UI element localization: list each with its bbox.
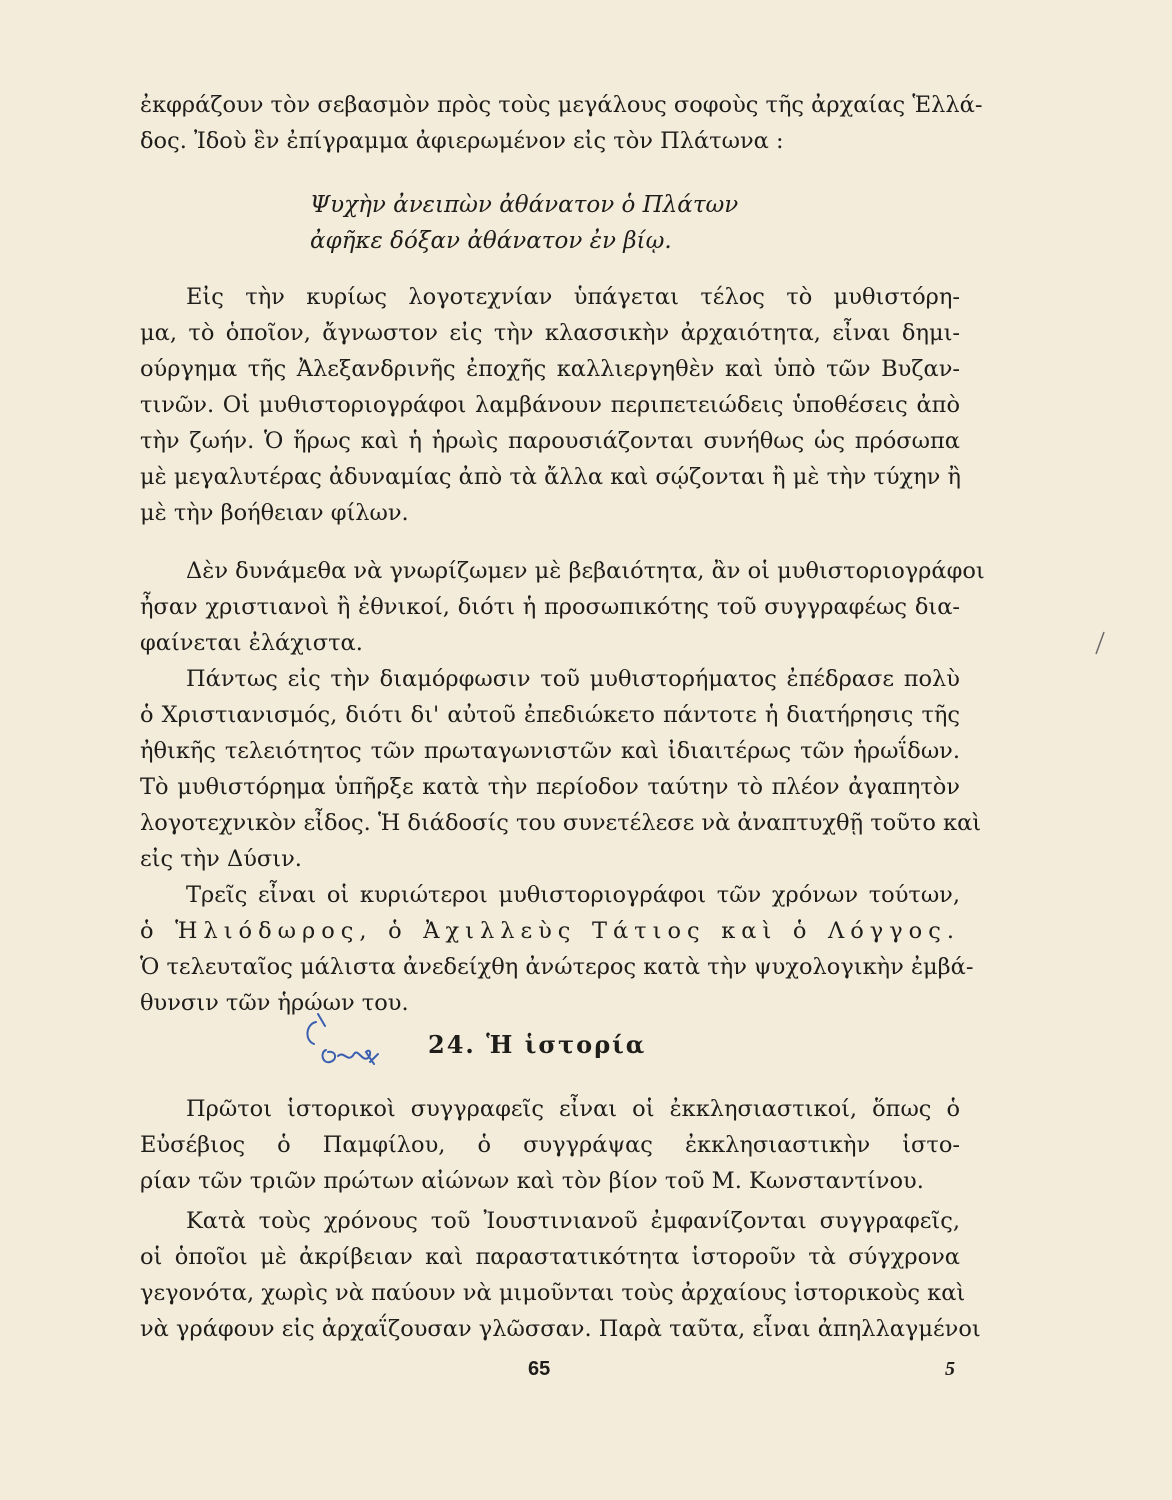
- text-line: μὲ τὴν βοήθειαν φίλων.: [140, 500, 409, 526]
- text-line: ούργημα τῆς Ἀλεξανδρινῆς ἐποχῆς καλλιεργηθὲν καὶ ὑπὸ τῶν Βυζαν-: [140, 356, 960, 382]
- text-line: Κατὰ τοὺς χρόνους τοῦ Ἰουστινιανοῦ ἐμφανίζονται συγγραφεῖς,: [186, 1208, 960, 1234]
- text-line: φαίνεται ἐλάχιστα.: [140, 630, 363, 656]
- section-heading: 24. Ἡ ἱστορία: [428, 1030, 647, 1059]
- text-line: εἰς τὴν Δύσιν.: [140, 846, 302, 872]
- text-line: τὴν ζωήν. Ὁ ἥρως καὶ ἡ ἡρωὶς παρουσιάζονται συνήθως ὡς πρόσωπα: [140, 428, 960, 454]
- text-line: θυνσιν τῶν ἡρώων του.: [140, 990, 409, 1016]
- text-line: τινῶν. Οἱ μυθιστοριογράφοι λαμβάνουν περιπετειώδεις ὑποθέσεις ἀπὸ: [140, 392, 960, 418]
- text-line: Εἰς τὴν κυρίως λογοτεχνίαν ὑπάγεται τέλος τὸ μυθιστόρη-: [186, 284, 960, 310]
- text-line: μα, τὸ ὁποῖον, ἄγνωστον εἰς τὴν κλασσικὴν ἀρχαιότητα, εἶναι δημι-: [140, 320, 960, 346]
- text-line: Τὸ μυθιστόρημα ὑπῆρξε κατὰ τὴν περίοδον ταύτην τὸ πλέον ἀγαπητὸν: [140, 774, 960, 800]
- verse-line: ἀφῆκε δόξαν ἀθάνατον ἐν βίῳ.: [310, 228, 672, 254]
- text-line: ὁ Χριστιανισμός, διότι δι' αὐτοῦ ἐπεδιώκετο πάντοτε ἡ διατήρησις τῆς: [140, 702, 960, 728]
- text-line: Ὁ τελευταῖος μάλιστα ἀνεδείχθη ἀνώτερος κατὰ τὴν ψυχολογικὴν ἐμβά-: [140, 954, 974, 980]
- text-line: ὁ Ἡλιόδωρος, ὁ Ἀχιλλεὺς Τάτιος καὶ ὁ Λόγγος.: [140, 918, 960, 944]
- verse-line: Ψυχὴν ἀνειπὼν ἀθάνατον ὁ Πλάτων: [310, 192, 739, 218]
- text-line: δος. Ἰδοὺ ἓν ἐπίγραμμα ἀφιερωμένον εἰς τὸν Πλάτωνα :: [140, 128, 784, 154]
- text-line: Εὐσέβιος ὁ Παμφίλου, ὁ συγγράψας ἐκκλησιαστικὴν ἱστο-: [140, 1132, 960, 1158]
- signature-mark: 5: [945, 1358, 955, 1380]
- handwritten-annotation: [298, 1010, 408, 1070]
- text-line: νὰ γράφουν εἰς ἀρχαΐζουσαν γλῶσσαν. Παρὰ ταῦτα, εἶναι ἀπηλλαγμένοι: [140, 1316, 981, 1342]
- text-line: Δὲν δυνάμεθα νὰ γνωρίζωμεν μὲ βεβαιότητα, ἂν οἱ μυθιστοριογράφοι: [186, 558, 985, 584]
- page-number: 65: [528, 1358, 551, 1380]
- text-line: ρίαν τῶν τριῶν πρώτων αἰώνων καὶ τὸν βίον τοῦ Μ. Κωνσταντίνου.: [140, 1168, 924, 1194]
- text-line: ἠθικῆς τελειότητος τῶν πρωταγωνιστῶν καὶ ἰδιαιτέρως τῶν ἡρωΐδων.: [140, 738, 960, 764]
- text-line: Πάντως εἰς τὴν διαμόρφωσιν τοῦ μυθιστορήματος ἐπέδρασε πολὺ: [186, 666, 960, 692]
- text-line: ἦσαν χριστιανοὶ ἢ ἐθνικοί, διότι ἡ προσωπικότης τοῦ συγγραφέως δια-: [140, 594, 960, 620]
- text-line: λογοτεχνικὸν εἶδος. Ἡ διάδοσίς του συνετέλεσε νὰ ἀναπτυχθῇ τοῦτο καὶ: [140, 810, 982, 836]
- text-line: οἱ ὁποῖοι μὲ ἀκρίβειαν καὶ παραστατικότητα ἱστοροῦν τὰ σύγχρονα: [140, 1244, 960, 1270]
- text-line: Πρῶτοι ἱστορικοὶ συγγραφεῖς εἶναι οἱ ἐκκλησιαστικοί, ὅπως ὁ: [186, 1096, 960, 1122]
- text-line: Τρεῖς εἶναι οἱ κυριώτεροι μυθιστοριογράφοι τῶν χρόνων τούτων,: [186, 882, 960, 908]
- text-line: μὲ μεγαλυτέρας ἀδυναμίας ἀπὸ τὰ ἄλλα καὶ σῴζονται ἢ μὲ τὴν τύχην ἢ: [140, 464, 961, 490]
- text-line: ἐκφράζουν τὸν σεβασμὸν πρὸς τοὺς μεγάλους σοφοὺς τῆς ἀρχαίας Ἑλλά-: [140, 92, 983, 118]
- pencil-mark: [1090, 628, 1110, 658]
- text-line: γεγονότα, χωρὶς νὰ παύουν νὰ μιμοῦνται τοὺς ἀρχαίους ἱστορικοὺς καὶ: [140, 1280, 966, 1306]
